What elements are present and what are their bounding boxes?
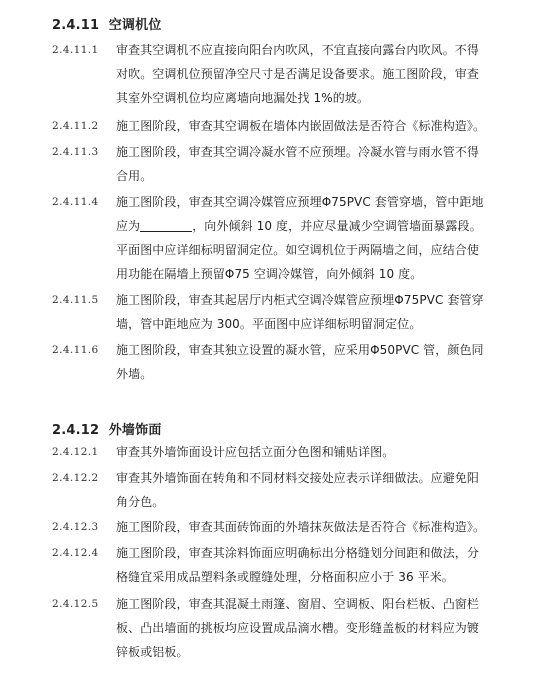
clause-number: 2.4.11.1 (52, 44, 99, 56)
text-line: 对吹。空调机位预留净空尺寸是否满足设备要求。施工图阶段，审查 (116, 67, 480, 81)
clause-number: 2.4.12.4 (52, 547, 99, 559)
text-line: 其室外空调机位均应离墙向地漏处找 1%的坡。 (116, 91, 370, 105)
clause-text (116, 440, 506, 464)
clause-2-4-12-3 (52, 515, 522, 539)
text-line: 审查其空调机不应直接向阳台内吹风，不宜直接向露台内吹风。不得 (116, 43, 480, 57)
clause-2-4-11-6 (52, 338, 522, 386)
text-line: 施工图阶段，审查其涂料饰面应明确标出分格缝划分间距和做法，分 (116, 546, 480, 560)
text-line: 审查其外墙饰面在转角和不同材料交接处应表示详细做法。应避免阳 (116, 471, 480, 485)
text-line: 墙，管中距地应为 300。平面图中应详细标明留洞定位。 (116, 317, 422, 331)
text-line: 施工图阶段，审查其空调冷凝水管不应预埋。冷凝水管与雨水管不得 (116, 145, 480, 159)
section-number: 2.4.12 (52, 423, 100, 438)
clause-2-4-11-2 (52, 114, 522, 138)
clause-2-4-11-1 (52, 38, 522, 110)
text-line: 施工图阶段，审查其独立设置的凝水管，应采用Φ50PVC 管，颜色同 (116, 343, 484, 357)
clause-text (116, 541, 506, 589)
clause-text (116, 38, 506, 110)
text-line: 施工图阶段，审查其面砖饰面的外墙抹灰做法是否符合《标准构造》。 (116, 520, 486, 534)
text-line: 施工图阶段，审查其空调冷媒管应预埋Φ75PVC 套管穿墙，管中距地 (116, 195, 484, 209)
clause-text (116, 592, 506, 664)
clause-text (116, 466, 506, 514)
clause-number: 2.4.12.5 (52, 598, 99, 610)
clause-number: 2.4.11.6 (52, 344, 99, 356)
clause-2-4-12-1 (52, 440, 522, 464)
section-heading-2-4-12 (52, 419, 162, 438)
clause-2-4-11-5 (52, 288, 522, 336)
clause-text (116, 140, 506, 188)
clause-text (116, 338, 506, 386)
clause-number: 2.4.11.4 (52, 196, 99, 208)
section-number: 2.4.11 (52, 18, 100, 33)
clause-2-4-12-2 (52, 466, 522, 514)
clause-text (116, 190, 506, 286)
text-line: 审查其外墙饰面设计应包括立面分色图和铺贴详图。 (116, 445, 395, 459)
clause-number: 2.4.12.1 (52, 446, 99, 458)
clause-2-4-12-4 (52, 541, 522, 589)
clause-number: 2.4.11.3 (52, 146, 99, 158)
text-line: 用功能在隔墙上预留Φ75 空调冷媒管，向外倾斜 10 度。 (116, 267, 423, 281)
clause-number: 2.4.11.5 (52, 294, 99, 306)
clause-2-4-11-4 (52, 190, 522, 286)
clause-2-4-12-5 (52, 592, 522, 664)
clause-text (116, 114, 506, 138)
section-title: 空调机位 (108, 18, 162, 33)
clause-number: 2.4.12.3 (52, 521, 99, 533)
section-title: 外墙饰面 (108, 423, 162, 438)
clause-text (116, 515, 506, 539)
section-heading-2-4-11 (52, 14, 162, 33)
text-line: 施工图阶段，审查其起居厅内柜式空调冷媒管应预埋Φ75PVC 套管穿 (116, 293, 484, 307)
text-fragment: ，向外倾斜 10 度，并应尽量减少空调管墙面暴露段。 (192, 219, 482, 233)
text-line: 板、凸出墙面的挑板均应设置成品滴水槽。变形缝盖板的材料应为镀 (116, 621, 480, 635)
text-line: 外墙。 (116, 367, 153, 381)
text-line: 施工图阶段，审查其混凝土雨篷、窗眉、空调板、阳台栏板、凸窗栏 (116, 597, 480, 611)
text-line: 合用。 (116, 169, 153, 183)
clause-2-4-11-3 (52, 140, 522, 188)
text-line: 角分色。 (116, 495, 165, 509)
text-line: 格缝宜采用成品塑料条或膛缝处理，分格面积应小于 36 平米。 (116, 570, 454, 584)
fill-in-blank (140, 217, 192, 232)
text-fragment: 应为 (116, 219, 141, 233)
clause-number: 2.4.12.2 (52, 472, 99, 484)
text-line: 平面图中应详细标明留洞定位。如空调机位于两隔墙之间，应结合使 (116, 243, 480, 257)
clause-number: 2.4.11.2 (52, 120, 99, 132)
text-line: 锌板或铝板。 (116, 645, 189, 659)
text-line-with-blank (116, 214, 506, 238)
clause-text (116, 288, 506, 336)
text-line: 施工图阶段，审查其空调板在墙体内嵌固做法是否符合《标准构造》。 (116, 119, 486, 133)
